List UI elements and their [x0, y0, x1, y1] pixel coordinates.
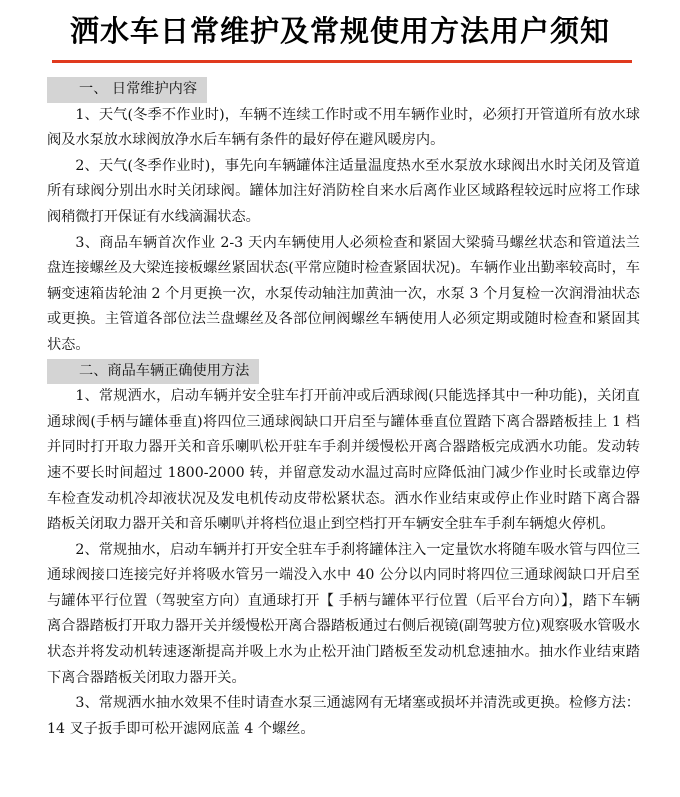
document-body	[47, 77, 640, 742]
section-heading: 二、商品车辆正确使用方法	[47, 359, 259, 385]
paragraph: 1、天气(冬季不作业时)，车辆不连续工作时或不用车辆作业时，必须打开管道所有放水球阀及水泵放水球阀放净水后车辆有条件的最好停在避风暖房内。	[47, 106, 640, 149]
section-heading: 一、 日常维护内容	[47, 77, 207, 103]
paragraph: 3、商品车辆首次作业 2-3 天内车辆使用人必须检查和紧固大梁骑马螺丝状态和管道法兰盘连接螺丝及大梁连接板螺丝紧固状态(平常应随时检查紧固状况)。车辆作业出勤率较高时，车辆变速箱齿轮油 2 个月更换一次，水泵传动轴注加黄油一次，水泵 3 个月复检一次润滑油状态或更换。主管道各部位法兰盘螺丝及各部位闸阀螺丝车辆使用人必须定期或随时检查和紧固其状态。	[47, 234, 640, 353]
paragraph: 3、常规洒水抽水效果不佳时请查水泵三通滤网有无堵塞或损坏并清洗或更换。检修方法：14 叉子扳手即可松开滤网底盖 4 个螺丝。	[47, 695, 640, 737]
paragraph: 2、常规抽水，启动车辆并打开安全驻车手刹将罐体注入一定量饮水将随车吸水管与四位三通球阀接口连接完好并将吸水管另一端没入水中 40 公分以内同时将四位三通球阀缺口开启至与罐体平行位置（驾驶室方向）直通球打开【 手柄与罐体平行位置（后平台方向）】，踏下车辆离合器踏板打开取力器开关并缓慢松开离合器踏板通过右侧后视镜(副驾驶方位)观察吸水管吸水状态并将发动机转速逐渐提高并吸上水为止松开油门踏板至发动机怠速抽水。抽水作业结束踏下离合器踏板关闭取力器开关。	[47, 541, 640, 686]
section-usage-method	[47, 359, 640, 743]
document-title: 洒水车日常维护及常规使用方法用户须知	[69, 14, 610, 48]
paragraph: 2、天气(冬季作业时)，事先向车辆罐体注适量温度热水至水泵放水球阀出水时关闭及管道所有球阀分别出水时关闭球阀。罐体加注好消防栓自来水后离作业区域路程较远时应将工作球阀稍微打开保证有水线滴漏状态。	[47, 157, 640, 225]
title-underline	[52, 60, 632, 63]
section-daily-maintenance	[47, 77, 640, 359]
paragraph: 1、常规洒水，启动车辆并安全驻车打开前冲或后洒球阀(只能选择其中一种功能)，关闭直通球阀(手柄与罐体垂直)将四位三通球阀缺口开启至与罐体垂直位置踏下离合器踏板挂上 1 档并同时打开取力器开关和音乐喇叭松开驻车手刹并缓慢松开离合器踏板完成洒水功能。发动转速不要长时间超过 1800-2000 转，并留意发动水温过高时应降低油门减少作业时长或靠边停车检查发动机冷却液状况及发电机传动皮带松紧状态。洒水作业结束或停止作业时踏下离合器踏板关闭取力器开关和音乐喇叭并将档位退止到空档打开车辆安全驻车手刹车辆熄火停机。	[47, 388, 640, 533]
